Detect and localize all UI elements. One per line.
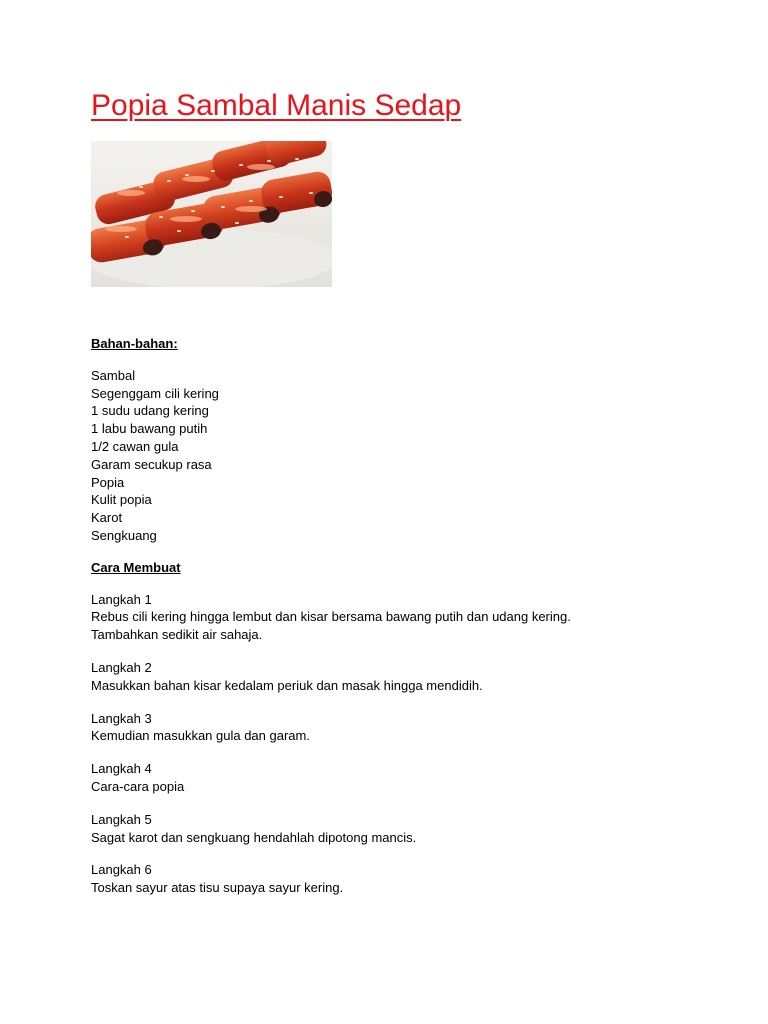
ingredient-item: 1/2 cawan gula [91,438,179,454]
ingredients-list [91,367,731,545]
method-step [91,591,731,644]
ingredient-item: Sambal [91,367,136,383]
method-steps [91,591,731,897]
step-label: Langkah 1 [91,591,152,607]
step-text: Cara-cara popia [91,778,185,794]
page-title: Popia Sambal Manis Sedap [91,89,462,122]
recipe-content [91,335,731,912]
step-label: Langkah 2 [91,659,152,675]
ingredient-item: Segenggam cili kering [91,385,219,401]
ingredient-item: Karot [91,510,123,526]
ingredient-item: Popia [91,474,125,490]
step-text: Sagat karot dan sengkuang hendahlah dipotong mancis. [91,829,417,845]
ingredient-item: Sengkuang [91,527,157,543]
step-label: Langkah 4 [91,761,152,777]
method-step [91,659,731,695]
step-text: Kemudian masukkan gula dan garam. [91,728,310,744]
step-text: Tambahkan sedikit air sahaja. [91,627,263,643]
ingredient-item: 1 labu bawang putih [91,421,208,437]
method-step [91,861,731,897]
popia-photo [91,141,332,287]
ingredient-item: Garam secukup rasa [91,456,212,472]
ingredient-item: 1 sudu udang kering [91,403,209,419]
step-label: Langkah 5 [91,811,152,827]
method-step [91,710,731,746]
method-heading: Cara Membuat [91,559,181,575]
step-text: Rebus cili kering hingga lembut dan kisar bersama bawang putih dan udang kering. [91,609,571,625]
step-text: Toskan sayur atas tisu supaya sayur kering. [91,880,344,896]
step-label: Langkah 6 [91,862,152,878]
method-step [91,811,731,847]
step-text: Masukkan bahan kisar kedalam periuk dan masak hingga mendidih. [91,677,483,693]
step-label: Langkah 3 [91,710,152,726]
ingredient-item: Kulit popia [91,492,152,508]
method-step [91,760,731,796]
ingredients-heading: Bahan-bahan: [91,336,178,351]
